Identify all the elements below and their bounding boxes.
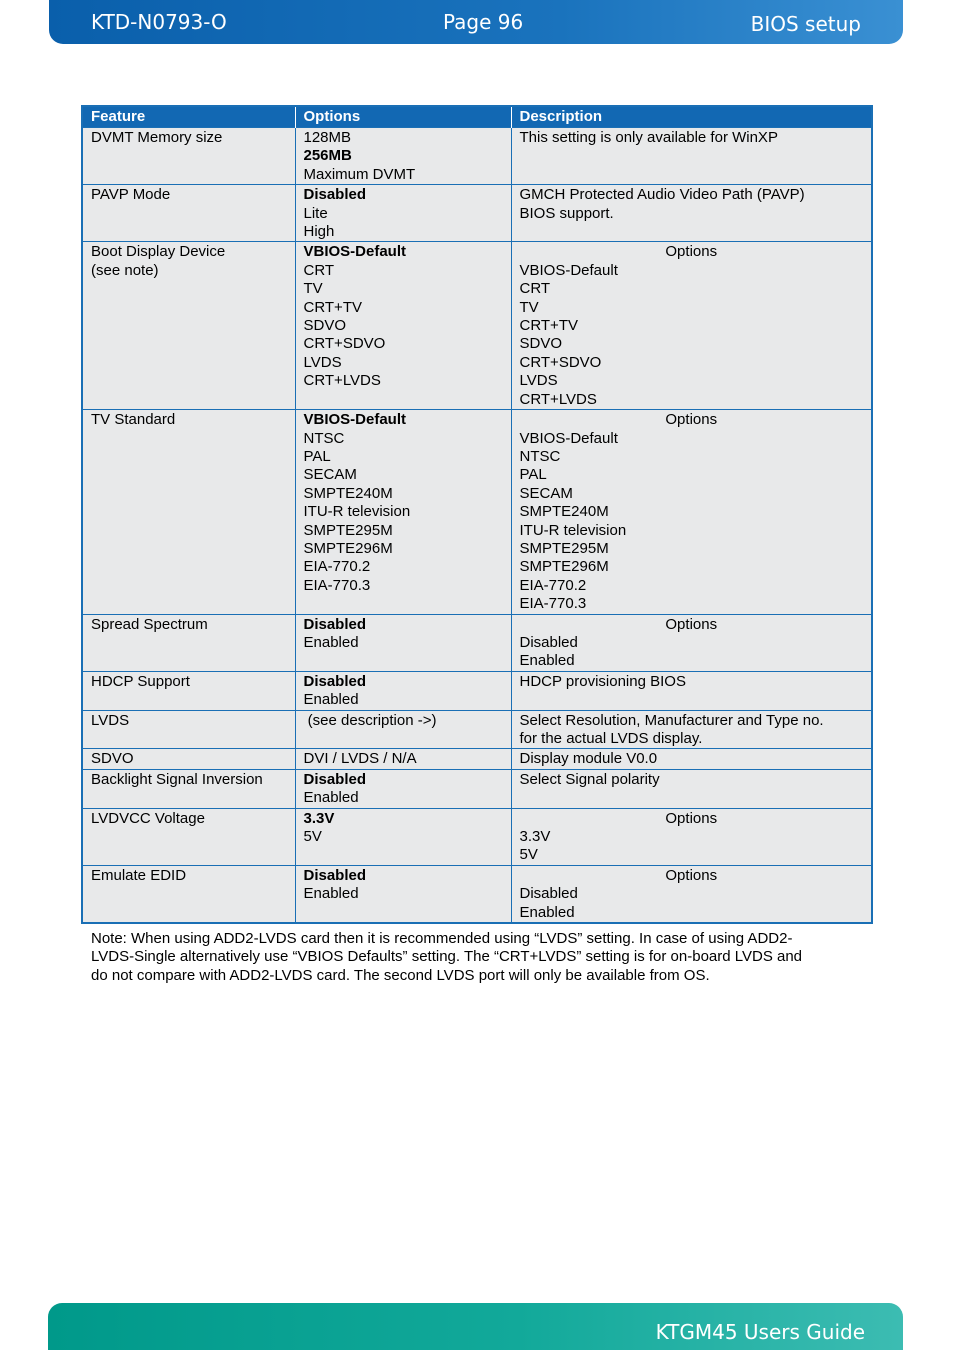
header-feature: Feature — [82, 106, 295, 128]
description-text: BIOS support. — [519, 204, 614, 222]
option-value: 128MB — [303, 129, 352, 146]
feature-cell — [82, 749, 295, 769]
options-heading: Options — [665, 243, 718, 261]
description-text: NTSC — [519, 447, 561, 465]
table-row — [82, 185, 872, 242]
option-value: LVDS — [303, 353, 342, 371]
description-cell — [511, 769, 872, 808]
option-value: ITU-R television — [303, 503, 411, 521]
description-text: 3.3V — [519, 828, 551, 846]
description-cell — [511, 749, 872, 769]
description-text: EIA-770.2 — [519, 576, 587, 594]
option-value: DVI / LVDS / N/A — [303, 750, 417, 768]
option-value: Lite — [303, 204, 328, 222]
options-cell — [295, 185, 511, 242]
option-value: CRT+TV — [303, 298, 362, 316]
description-cell — [511, 808, 872, 865]
description-text: 5V — [519, 846, 538, 864]
table-row — [82, 410, 872, 614]
description-cell — [511, 242, 872, 410]
feature-label: LVDS — [91, 711, 130, 729]
option-value: Enabled — [303, 789, 359, 807]
description-text: Select Signal polarity — [519, 770, 660, 788]
description-text: Enabled — [519, 652, 575, 670]
description-text: GMCH Protected Audio Video Path (PAVP) — [519, 186, 805, 204]
options-cell — [295, 808, 511, 865]
options-cell — [295, 769, 511, 808]
note-line: LVDS-Single alternatively use “VBIOS Defaults” setting. The “CRT+LVDS” setting is for on-board LVDS and — [91, 948, 803, 966]
default-option: Disabled — [303, 186, 367, 204]
description-cell — [511, 185, 872, 242]
option-value: CRT — [303, 261, 335, 279]
bios-options-table — [81, 105, 873, 924]
description-cell — [511, 671, 872, 710]
description-text: TV — [519, 298, 539, 316]
option-value: Enabled — [303, 885, 359, 903]
feature-cell — [82, 614, 295, 671]
table-row — [82, 749, 872, 769]
description-text: PAL — [519, 466, 547, 484]
description-cell — [511, 710, 872, 749]
description-text: LVDS — [519, 372, 558, 390]
description-text: Disabled — [519, 885, 578, 903]
table-row — [82, 128, 872, 185]
option-value: SECAM — [303, 466, 357, 484]
header-description: Description — [511, 106, 872, 128]
table-row — [82, 710, 872, 749]
option-value: SMPTE240M — [303, 484, 393, 502]
options-heading: Options — [665, 809, 718, 827]
option-value: Enabled — [303, 691, 359, 709]
options-cell — [295, 128, 511, 185]
description-cell — [511, 614, 872, 671]
option-value: NTSC — [303, 429, 345, 447]
feature-label: PAVP Mode — [91, 186, 171, 204]
page-number: Page 96 — [443, 10, 524, 34]
note-paragraph — [91, 930, 866, 985]
feature-label: Backlight Signal Inversion — [91, 770, 263, 788]
note-line: do not compare with ADD2-LVDS card. The second LVDS port will only be available from OS. — [91, 966, 710, 984]
feature-label: Boot Display Device — [91, 243, 226, 261]
option-value: PAL — [303, 447, 331, 465]
description-text: HDCP provisioning BIOS — [519, 672, 686, 690]
default-option: Disabled — [303, 615, 367, 633]
page-footer — [48, 1303, 903, 1350]
description-text: CRT+LVDS — [519, 390, 597, 408]
description-text: Select Resolution, Manufacturer and Type no. — [519, 711, 824, 729]
table-header-row — [82, 106, 872, 128]
table-row — [82, 865, 872, 923]
options-cell — [295, 242, 511, 410]
feature-label: LVDVCC Voltage — [91, 809, 205, 827]
feature-cell — [82, 671, 295, 710]
default-option: VBIOS-Default — [303, 243, 407, 261]
options-cell — [295, 710, 511, 749]
description-text: SMPTE295M — [519, 539, 609, 557]
option-value: SMPTE295M — [303, 521, 393, 539]
options-heading: Options — [665, 411, 718, 429]
default-option: 3.3V — [303, 809, 335, 827]
options-cell — [295, 410, 511, 614]
options-heading: Options — [665, 615, 718, 633]
table-row — [82, 769, 872, 808]
table-row — [82, 671, 872, 710]
feature-label: DVMT Memory size — [91, 129, 223, 146]
description-text: VBIOS-Default — [519, 261, 618, 279]
option-value: CRT+SDVO — [303, 335, 386, 353]
document-id: KTD-N0793-O — [91, 10, 227, 34]
feature-cell — [82, 865, 295, 923]
option-value: (see description ->) — [303, 711, 437, 729]
table-row — [82, 614, 872, 671]
option-value: SDVO — [303, 317, 347, 335]
options-cell — [295, 749, 511, 769]
feature-cell — [82, 242, 295, 410]
description-text: Enabled — [519, 903, 575, 921]
options-cell — [295, 671, 511, 710]
description-text: Display module V0.0 — [519, 750, 658, 768]
default-option: Disabled — [303, 866, 367, 884]
description-text: CRT — [519, 280, 551, 298]
options-heading: Options — [665, 866, 718, 884]
option-value: High — [303, 223, 335, 241]
description-text: VBIOS-Default — [519, 429, 618, 447]
section-title: BIOS setup — [750, 12, 861, 36]
description-text: for the actual LVDS display. — [519, 730, 703, 747]
description-text: SMPTE240M — [519, 503, 609, 521]
description-text: SECAM — [519, 484, 573, 502]
feature-label: Emulate EDID — [91, 866, 187, 884]
feature-cell — [82, 128, 295, 185]
option-value: TV — [303, 280, 323, 298]
guide-title: KTGM45 Users Guide — [655, 1320, 865, 1344]
option-value: Maximum DVMT — [303, 165, 416, 183]
feature-cell — [82, 808, 295, 865]
feature-cell — [82, 710, 295, 749]
feature-label: SDVO — [91, 750, 134, 768]
option-value: EIA-770.3 — [303, 576, 371, 594]
feature-label: Spread Spectrum — [91, 615, 208, 633]
note-line: Note: When using ADD2-LVDS card then it is recommended using “LVDS” setting. In case of using ADD2- — [91, 930, 793, 947]
description-text: ITU-R television — [519, 521, 627, 539]
feature-label: HDCP Support — [91, 672, 190, 690]
default-option: 256MB — [303, 147, 352, 165]
header-options: Options — [295, 106, 511, 128]
feature-cell — [82, 410, 295, 614]
description-text: EIA-770.3 — [519, 595, 587, 613]
feature-label: TV Standard — [91, 411, 176, 429]
options-cell — [295, 614, 511, 671]
options-cell — [295, 865, 511, 923]
description-text: This setting is only available for WinXP — [519, 129, 778, 146]
default-option: VBIOS-Default — [303, 411, 407, 429]
option-value: EIA-770.2 — [303, 558, 371, 576]
option-value: Enabled — [303, 633, 359, 651]
option-value: SMPTE296M — [303, 539, 393, 557]
description-text: Disabled — [519, 633, 578, 651]
table-row — [82, 242, 872, 410]
description-text: SMPTE296M — [519, 558, 609, 576]
description-text: CRT+SDVO — [519, 353, 602, 371]
feature-cell — [82, 185, 295, 242]
description-text: CRT+TV — [519, 317, 578, 335]
description-cell — [511, 865, 872, 923]
default-option: Disabled — [303, 672, 367, 690]
description-text: SDVO — [519, 335, 563, 353]
feature-cell — [82, 769, 295, 808]
default-option: Disabled — [303, 770, 367, 788]
option-value: CRT+LVDS — [303, 372, 381, 390]
page-header — [49, 0, 903, 44]
feature-label: (see note) — [91, 261, 159, 279]
description-cell — [511, 410, 872, 614]
description-cell — [511, 128, 872, 185]
table-row — [82, 808, 872, 865]
option-value: 5V — [303, 828, 322, 846]
